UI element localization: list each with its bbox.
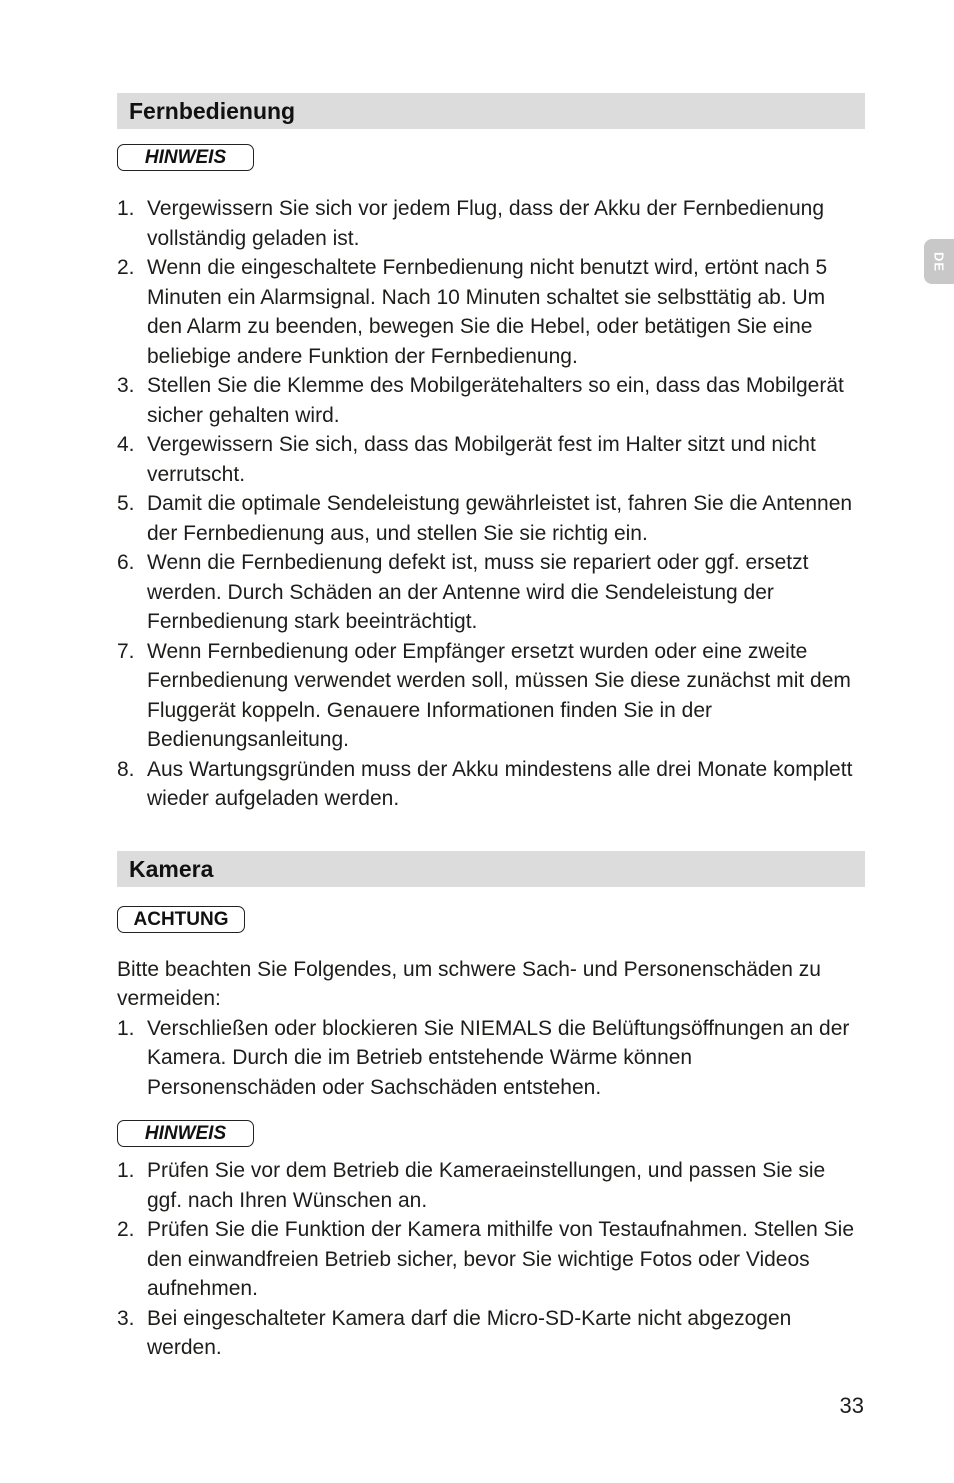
- list-item-number: 7.: [117, 639, 135, 663]
- list-item-text: Bei eingeschalteter Kamera darf die Micro-SD-Karte nicht abgezogen werden.: [147, 1306, 792, 1359]
- list-item-number: 3.: [117, 1306, 135, 1330]
- list-item-number: 5.: [117, 492, 135, 515]
- section-header-remote: Fernbedienung: [117, 93, 865, 129]
- camera-warning-intro: Bitte beachten Sie Folgendes, um schwere Sach- und Personenschäden zu vermeiden:: [117, 957, 821, 1010]
- list-item-text: Verschließen oder blockieren Sie NIEMALS die Belüftungsöffnungen an der Kamera. Durch die im Betrieb entstehende Wärme können Personenschäden oder Sachschäden entstehen.: [147, 1016, 850, 1099]
- list-item-number: 2.: [117, 1218, 135, 1241]
- list-item: [117, 1304, 865, 1363]
- remote-notice-row: [117, 144, 865, 171]
- list-item-number: 3.: [117, 374, 135, 397]
- remote-notice-list: [117, 194, 865, 814]
- list-item: [117, 637, 865, 755]
- list-item-text: Wenn die eingeschaltete Fernbedienung nicht benutzt wird, ertönt nach 5 Minuten ein Alarmsignal. Nach 10 Minuten schaltet sie selbsttätig ab. Um den Alarm zu beenden, bewegen Sie die Hebel, oder betätigen Sie eine beliebige andere Funktion der Fernbedienung.: [147, 256, 828, 368]
- list-item-number: 8.: [117, 757, 135, 781]
- list-item-number: 2.: [117, 256, 135, 279]
- list-item-text: Prüfen Sie die Funktion der Kamera mithilfe von Testaufnahmen. Stellen Sie den einwandfreien Betrieb sicher, bevor Sie wichtige Fotos oder Videos aufnehmen.: [147, 1218, 855, 1300]
- list-item: [117, 371, 865, 430]
- list-item-text: Damit die optimale Sendeleistung gewährleistet ist, fahren Sie die Antennen der Fernbedienung aus, und stellen Sie sie richtig ein.: [147, 492, 853, 545]
- list-item: [117, 430, 865, 489]
- list-item: [117, 1215, 865, 1304]
- list-item: [117, 194, 865, 253]
- page-number: 33: [839, 1393, 864, 1418]
- camera-warning-row: [117, 906, 865, 933]
- notice-badge: HINWEIS: [117, 1120, 254, 1147]
- list-item-number: 4.: [117, 433, 135, 456]
- list-item: [117, 1156, 865, 1215]
- notice-badge: HINWEIS: [117, 144, 254, 171]
- list-item-text: Vergewissern Sie sich, dass das Mobilgerät fest im Halter sitzt und nicht verrutscht.: [147, 433, 816, 486]
- list-item-text: Stellen Sie die Klemme des Mobilgerätehalters so ein, dass das Mobilgerät sicher gehalten wird.: [147, 374, 844, 427]
- list-item-number: 1.: [117, 1159, 135, 1182]
- list-item: [117, 1014, 865, 1103]
- list-item: [117, 253, 865, 371]
- warning-badge: ACHTUNG: [117, 906, 245, 933]
- list-item-number: 1.: [117, 197, 135, 220]
- list-item-text: Vergewissern Sie sich vor jedem Flug, dass der Akku der Fernbedienung vollständig geladen ist.: [147, 197, 825, 250]
- page-content: [117, 93, 865, 1363]
- list-item-text: Prüfen Sie vor dem Betrieb die Kameraeinstellungen, und passen Sie sie ggf. nach Ihren Wünschen an.: [147, 1159, 826, 1212]
- list-item-text: Wenn Fernbedienung oder Empfänger ersetzt wurden oder eine zweite Fernbedienung verwendet werden soll, müssen Sie diese zunächst mit dem Fluggerät koppeln. Genauere Informationen finden Sie in der Bedienungsanleitung.: [147, 639, 851, 751]
- section-header-camera: Kamera: [117, 851, 865, 887]
- list-item: [117, 755, 865, 814]
- list-item-text: Wenn die Fernbedienung defekt ist, muss sie repariert oder ggf. ersetzt werden. Durch Schäden an der Antenne wird die Sendeleistung der Fernbedienung stark beeinträchtigt.: [147, 551, 809, 633]
- camera-warning-list: [117, 1014, 865, 1103]
- list-item-number: 1.: [117, 1016, 135, 1040]
- camera-notice-row: [117, 1120, 865, 1147]
- language-tab: [924, 239, 954, 284]
- camera-notice-list: [117, 1156, 865, 1363]
- list-item-number: 6.: [117, 551, 135, 574]
- list-item-text: Aus Wartungsgründen muss der Akku mindestens alle drei Monate komplett wieder aufgeladen werden.: [147, 757, 853, 810]
- list-item: [117, 489, 865, 548]
- list-item: [117, 548, 865, 637]
- language-tab-label: DE: [931, 251, 947, 272]
